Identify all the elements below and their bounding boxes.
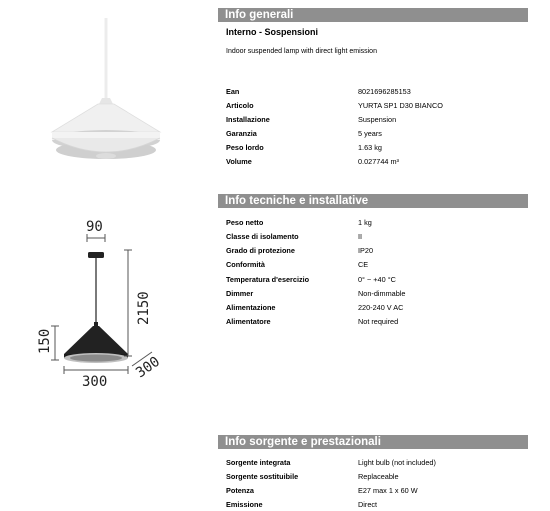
- product-visuals: [0, 0, 215, 511]
- spec-value: 1.63 kg: [358, 143, 382, 152]
- spec-label: Installazione: [226, 115, 270, 124]
- dim-shade-width: 300: [82, 374, 108, 390]
- spec-label: Grado di protezione: [226, 246, 295, 255]
- spec-label: Sorgente sostituibile: [226, 472, 299, 481]
- spec-value: 0° ~ +40 °C: [358, 275, 396, 284]
- dim-shade-height: 150: [37, 328, 53, 354]
- spec-row: [226, 156, 526, 167]
- spec-value: IP20: [358, 246, 374, 255]
- spec-label: Volume: [226, 157, 252, 166]
- spec-value: 8021696285153: [358, 87, 411, 96]
- spec-row: [226, 114, 526, 125]
- spec-row: [226, 499, 526, 510]
- spec-value: 5 years: [358, 129, 382, 138]
- spec-label: Ean: [226, 87, 240, 96]
- spec-row: [226, 86, 526, 97]
- spec-row: [226, 231, 526, 242]
- spec-row: [226, 217, 526, 228]
- spec-value: II: [358, 232, 363, 241]
- spec-label: Dimmer: [226, 289, 254, 298]
- spec-row: [226, 142, 526, 153]
- spec-value: Direct: [358, 500, 378, 509]
- spec-value: Suspension: [358, 115, 397, 124]
- spec-value: YURTA SP1 D30 BIANCO: [358, 101, 443, 110]
- dim-shade-depth: 300: [133, 353, 164, 382]
- spec-row: [226, 485, 526, 496]
- spec-label: Potenza: [226, 486, 254, 495]
- dimension-drawing: [0, 0, 215, 511]
- section-header-general: Info generali: [218, 8, 528, 22]
- spec-row: [226, 288, 526, 299]
- spec-value: 0.027744 m³: [358, 157, 399, 166]
- product-description: Indoor suspended lamp with direct light emission: [226, 48, 377, 55]
- spec-row: [226, 100, 526, 111]
- spec-value: Not required: [358, 317, 399, 326]
- spec-label: Peso lordo: [226, 143, 264, 152]
- spec-label: Classe di isolamento: [226, 232, 299, 241]
- dim-total-height: 2150: [136, 291, 152, 325]
- spec-label: Peso netto: [226, 218, 264, 227]
- spec-row: [226, 457, 526, 468]
- spec-row: [226, 245, 526, 256]
- spec-value: 1 kg: [358, 218, 372, 227]
- spec-value: Non-dimmable: [358, 289, 406, 298]
- spec-value: Replaceable: [358, 472, 399, 481]
- spec-row: [226, 128, 526, 139]
- spec-value: CE: [358, 260, 369, 269]
- spec-label: Conformità: [226, 260, 265, 269]
- spec-value: E27 max 1 x 60 W: [358, 486, 418, 495]
- spec-row: [226, 274, 526, 285]
- section-header-source: Info sorgente e prestazionali: [218, 435, 528, 449]
- spec-row: [226, 316, 526, 327]
- spec-label: Alimentatore: [226, 317, 271, 326]
- spec-value: Light bulb (not included): [358, 458, 436, 467]
- spec-label: Articolo: [226, 101, 254, 110]
- spec-value: 220-240 V AC: [358, 303, 404, 312]
- section-header-technical: Info tecniche e installative: [218, 194, 528, 208]
- spec-label: Alimentazione: [226, 303, 276, 312]
- spec-label: Sorgente integrata: [226, 458, 291, 467]
- spec-row: [226, 302, 526, 313]
- spec-row: [226, 259, 526, 270]
- spec-row: [226, 471, 526, 482]
- spec-label: Garanzia: [226, 129, 257, 138]
- spec-label: Emissione: [226, 500, 263, 509]
- product-category: Interno - Sospensioni: [226, 27, 319, 37]
- dim-canopy-diameter: 90: [86, 219, 103, 235]
- spec-label: Temperatura d'esercizio: [226, 275, 310, 284]
